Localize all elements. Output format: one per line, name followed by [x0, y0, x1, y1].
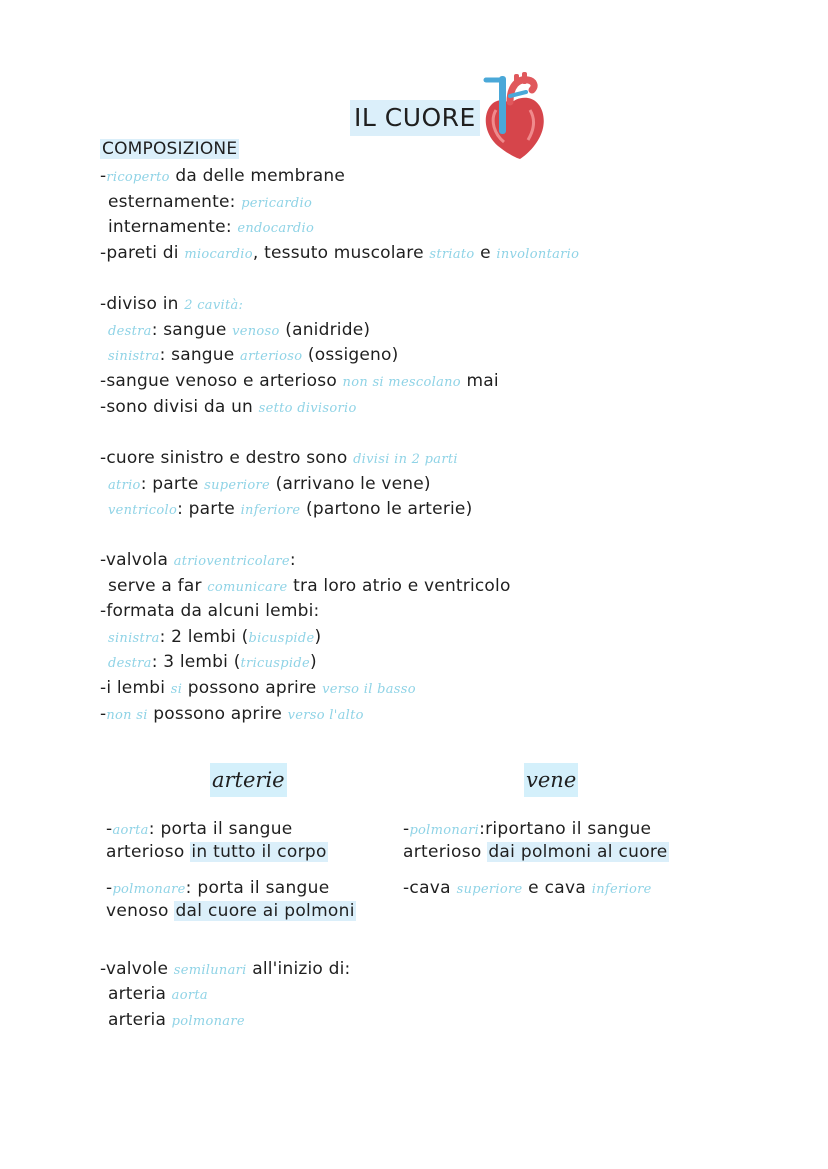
text: (arrivano le vene) — [270, 474, 431, 494]
note-line — [100, 163, 345, 189]
vene-polmonari-line1 — [403, 817, 651, 841]
keyword: atrio — [108, 478, 141, 493]
keyword: divisi in 2 parti — [353, 452, 458, 467]
keyword: comunicare — [207, 580, 288, 595]
keyword: non si — [106, 708, 148, 723]
text: venoso — [106, 901, 175, 921]
section-heading-line — [100, 136, 239, 162]
note-line — [100, 368, 499, 394]
text: -sangue venoso e arterioso — [100, 371, 343, 391]
keyword: pericardio — [241, 196, 313, 211]
text: possono aprire — [182, 678, 323, 698]
arteria-polmonare-line1 — [106, 876, 329, 900]
keyword: 2 cavità: — [184, 298, 244, 313]
text: : porta il sangue — [148, 819, 293, 839]
keyword: superiore — [456, 882, 523, 897]
text: -formata da alcuni lembi: — [100, 601, 320, 621]
keyword: atrioventricolare — [173, 554, 290, 569]
note-line — [108, 496, 472, 522]
text: (anidride) — [279, 320, 371, 340]
section-heading: COMPOSIZIONE — [102, 139, 238, 159]
text: - — [100, 166, 107, 186]
text: serve a far — [108, 576, 208, 596]
text: e cava — [522, 878, 592, 898]
text: tra loro atrio e ventricolo — [287, 576, 511, 596]
text: : porta il sangue — [185, 878, 330, 898]
keyword: venoso — [232, 324, 280, 339]
note-line — [100, 701, 364, 727]
text: arteria — [108, 984, 172, 1004]
keyword: setto divisorio — [258, 401, 357, 416]
text: (ossigeno) — [302, 345, 399, 365]
note-line — [100, 394, 357, 420]
keyword: striato — [429, 247, 475, 262]
text: ) — [309, 652, 317, 672]
text: : sangue — [151, 320, 233, 340]
text: -valvola — [100, 550, 174, 570]
note-line — [108, 189, 312, 215]
note-line — [100, 445, 458, 471]
keyword: ricoperto — [106, 170, 170, 185]
keyword: miocardio — [184, 247, 253, 262]
text: :riportano il sangue — [479, 819, 652, 839]
text: : 2 lembi ( — [159, 627, 249, 647]
text: arterioso — [106, 842, 191, 862]
note-line — [108, 624, 321, 650]
text: arterioso — [403, 842, 488, 862]
arteria-aorta-line2 — [106, 840, 328, 864]
note-line — [100, 291, 243, 317]
keyword: sinistra — [108, 631, 160, 646]
keyword: non si mescolano — [342, 375, 461, 390]
text: (partono le arterie) — [300, 499, 473, 519]
arteria-aorta-line1 — [106, 817, 293, 841]
keyword: bicuspide — [248, 631, 315, 646]
keyword: superiore — [204, 478, 271, 493]
text: -i lembi — [100, 678, 171, 698]
keyword: polmonare — [112, 882, 186, 897]
keyword: endocardio — [237, 221, 315, 236]
keyword: arterioso — [240, 349, 303, 364]
text: - — [106, 819, 113, 839]
note-line — [108, 214, 314, 240]
text: e — [474, 243, 497, 263]
text: all'inizio di: — [246, 959, 351, 979]
text: possono aprire — [147, 704, 288, 724]
text: arteria — [108, 1010, 172, 1030]
highlighted-text: dal cuore ai polmoni — [175, 901, 355, 921]
keyword: destra — [108, 324, 152, 339]
text: : — [289, 550, 296, 570]
note-line — [108, 471, 431, 497]
valvole-line2 — [108, 981, 208, 1007]
note-line — [108, 573, 511, 599]
keyword: semilunari — [173, 963, 247, 978]
text: : parte — [140, 474, 205, 494]
keyword: involontario — [496, 247, 580, 262]
highlighted-text: dai polmoni al cuore — [488, 842, 668, 862]
keyword: sinistra — [108, 349, 160, 364]
text: , tessuto muscolare — [252, 243, 430, 263]
text: -cava — [403, 878, 457, 898]
keyword: inferiore — [591, 882, 652, 897]
vene-cava-line — [403, 876, 652, 900]
keyword: verso l'alto — [287, 708, 364, 723]
note-line — [108, 317, 370, 343]
arterie-heading: arterie — [210, 763, 287, 797]
keyword: polmonare — [171, 1014, 245, 1029]
highlighted-text: in tutto il corpo — [191, 842, 327, 862]
keyword: ventricolo — [108, 503, 178, 518]
text: -pareti di — [100, 243, 185, 263]
text: -valvole — [100, 959, 174, 979]
text: - — [403, 819, 410, 839]
valvole-line3 — [108, 1007, 245, 1033]
text: mai — [460, 371, 499, 391]
text: : sangue — [159, 345, 241, 365]
keyword: polmonari — [409, 823, 480, 838]
text: ) — [314, 627, 322, 647]
keyword: aorta — [112, 823, 149, 838]
note-line — [100, 675, 416, 701]
text: esternamente: — [108, 192, 242, 212]
text: : 3 lembi ( — [151, 652, 241, 672]
keyword: tricuspide — [240, 656, 310, 671]
text: -diviso in — [100, 294, 185, 314]
vene-heading: vene — [524, 763, 578, 797]
text: -cuore sinistro e destro sono — [100, 448, 354, 468]
keyword: aorta — [171, 988, 208, 1003]
valvole-line1 — [100, 956, 350, 982]
text: da delle membrane — [169, 166, 345, 186]
text: - — [100, 704, 107, 724]
arteria-polmonare-line2 — [106, 899, 356, 923]
page-title: IL CUORE — [350, 100, 480, 136]
text: internamente: — [108, 217, 238, 237]
note-line — [100, 547, 296, 573]
heart-anatomy-icon — [480, 70, 546, 162]
note-line — [108, 342, 398, 368]
keyword: inferiore — [240, 503, 301, 518]
keyword: verso il basso — [322, 682, 416, 697]
text: -sono divisi da un — [100, 397, 259, 417]
keyword: si — [170, 682, 183, 697]
note-line — [100, 240, 579, 266]
text: : parte — [177, 499, 241, 519]
note-line — [108, 649, 317, 675]
keyword: destra — [108, 656, 152, 671]
note-line — [100, 598, 319, 624]
vene-polmonari-line2 — [403, 840, 669, 864]
text: - — [106, 878, 113, 898]
